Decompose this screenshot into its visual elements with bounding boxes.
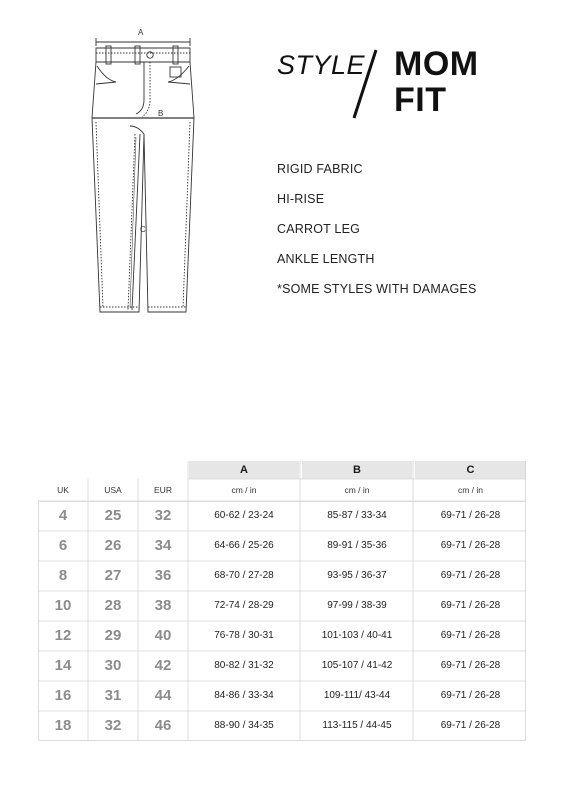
jeans-sketch xyxy=(72,22,212,322)
label-c: C xyxy=(140,225,146,234)
cell-c: 69-71 / 26-28 xyxy=(440,540,501,551)
cell-uk: 6 xyxy=(58,537,68,554)
cell-c: 69-71 / 26-28 xyxy=(440,660,501,671)
table-row xyxy=(38,561,526,591)
cell-c: 69-71 / 26-28 xyxy=(440,570,501,581)
col-label-eur: EUR xyxy=(154,485,172,495)
cell-uk: 4 xyxy=(58,507,68,524)
cell-b: 101-103 / 40-41 xyxy=(321,630,393,641)
table-row xyxy=(38,591,526,621)
cell-c: 69-71 / 26-28 xyxy=(440,720,501,731)
style-word: STYLE xyxy=(277,50,366,80)
cell-uk: 14 xyxy=(54,657,72,674)
cell-a: 60-62 / 23-24 xyxy=(214,510,274,521)
measure-header-row xyxy=(38,461,526,479)
cell-a: 76-78 / 30-31 xyxy=(214,630,274,641)
cell-c: 69-71 / 26-28 xyxy=(440,630,501,641)
cell-a: 64-66 / 25-26 xyxy=(214,540,274,551)
cell-usa: 26 xyxy=(104,537,122,554)
measure-header-a: A xyxy=(189,461,299,479)
col-label-usa: USA xyxy=(104,485,122,495)
cell-uk: 12 xyxy=(54,627,72,644)
cell-usa: 25 xyxy=(104,507,122,524)
feature-item: *SOME STYLES WITH DAMAGES xyxy=(277,282,477,296)
table-row xyxy=(38,621,526,651)
cell-usa: 32 xyxy=(104,717,122,734)
cell-a: 84-86 / 33-34 xyxy=(214,690,274,701)
label-b: B xyxy=(158,109,164,118)
cell-eur: 34 xyxy=(154,537,172,554)
cell-a: 72-74 / 28-29 xyxy=(214,600,274,611)
cell-b: 109-111/ 43-44 xyxy=(323,690,391,701)
cell-a: 80-82 / 31-32 xyxy=(214,660,274,671)
cell-c: 69-71 / 26-28 xyxy=(440,690,501,701)
measure-header-b: B xyxy=(302,461,412,479)
fit-line-2: FIT xyxy=(394,81,447,119)
cell-a: 88-90 / 34-35 xyxy=(214,720,274,731)
cell-b: 89-91 / 35-36 xyxy=(327,540,387,551)
cell-b: 97-99 / 38-39 xyxy=(327,600,387,611)
cell-a: 68-70 / 27-28 xyxy=(214,570,274,581)
cell-c: 69-71 / 26-28 xyxy=(440,510,501,521)
cell-eur: 38 xyxy=(154,597,172,614)
table-row xyxy=(38,501,526,531)
measure-header-c: C xyxy=(415,461,526,479)
column-label-row xyxy=(38,479,526,501)
cell-uk: 8 xyxy=(58,567,68,584)
cell-eur: 36 xyxy=(154,567,172,584)
table-row xyxy=(38,531,526,561)
cell-uk: 16 xyxy=(54,687,72,704)
cell-uk: 10 xyxy=(54,597,72,614)
feature-item: ANKLE LENGTH xyxy=(277,252,375,266)
unit-label-a: cm / in xyxy=(231,485,257,495)
unit-label-b: cm / in xyxy=(344,485,370,495)
feature-item: HI-RISE xyxy=(277,192,325,206)
cell-c: 69-71 / 26-28 xyxy=(440,600,501,611)
feature-item: CARROT LEG xyxy=(277,222,361,236)
cell-eur: 44 xyxy=(154,687,172,704)
cell-b: 93-95 / 36-37 xyxy=(327,570,387,581)
col-label-uk: UK xyxy=(57,485,69,495)
cell-usa: 31 xyxy=(104,687,122,704)
cell-usa: 27 xyxy=(104,567,122,584)
cell-usa: 30 xyxy=(104,657,122,674)
cell-eur: 42 xyxy=(154,657,172,674)
cell-uk: 18 xyxy=(54,717,72,734)
cell-b: 105-107 / 41-42 xyxy=(321,660,393,671)
cell-usa: 28 xyxy=(104,597,122,614)
table-row xyxy=(38,681,526,711)
table-row xyxy=(38,651,526,681)
fit-name xyxy=(394,46,479,118)
slash-divider xyxy=(346,48,386,120)
unit-label-c: cm / in xyxy=(457,485,484,495)
cell-eur: 40 xyxy=(154,627,172,644)
feature-list xyxy=(277,160,476,310)
cell-eur: 32 xyxy=(154,507,172,524)
feature-item: RIGID FABRIC xyxy=(277,162,363,176)
table-row xyxy=(38,711,526,741)
cell-b: 113-115 / 44-45 xyxy=(322,720,392,731)
label-a: A xyxy=(138,28,144,37)
cell-b: 85-87 / 33-34 xyxy=(327,510,387,521)
cell-eur: 46 xyxy=(154,717,172,734)
cell-usa: 29 xyxy=(104,627,122,644)
fit-line-1: MOM xyxy=(394,45,479,83)
